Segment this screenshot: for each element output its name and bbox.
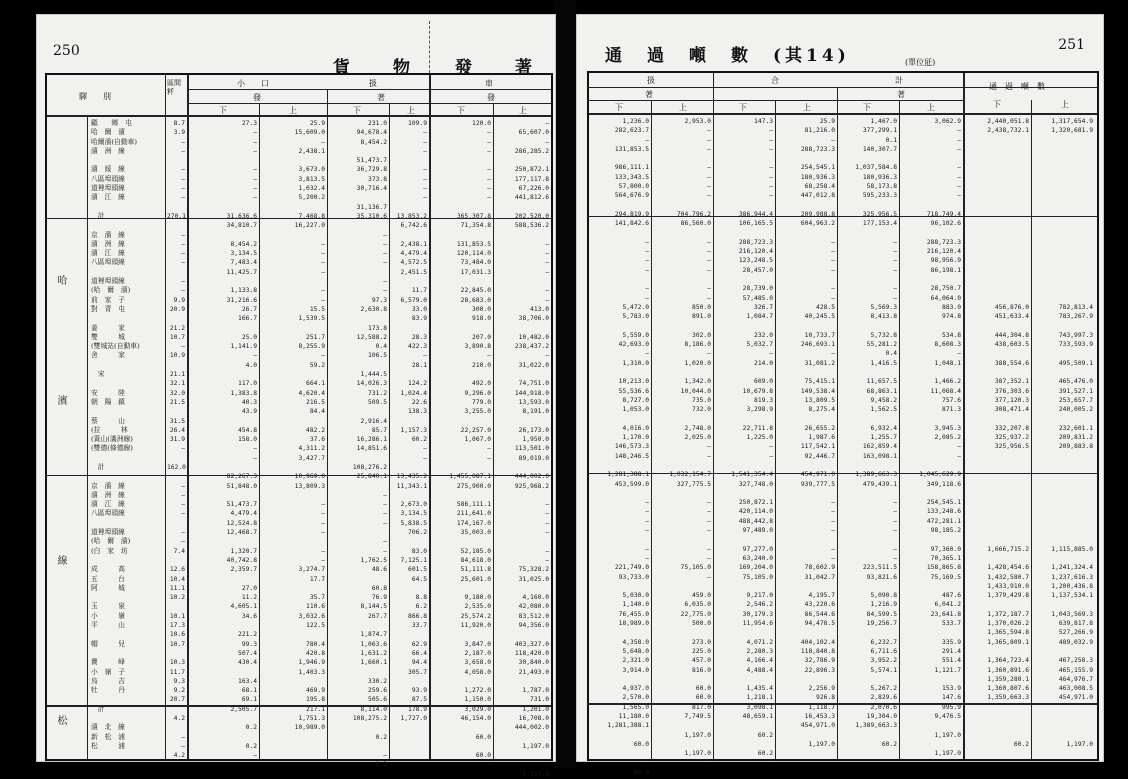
header-up-3: 上 bbox=[519, 106, 527, 115]
header-down-r2: 下 bbox=[739, 103, 747, 112]
right-col-1: 1,236.0 282,623.7 — 131,853.5 986,111.1 133,343.5 57,800.0 564,676.9 294,819.9 141,842.6 — — — — — — 5,472.0 5,783.0 5,559.0 42,693.0 — 1,310.0 10,213.0 55,536.6 8,727.0 1,053.0 4,016.0 1,170.0 146,573.3 148,246.5 1,281,388.1 453,599.0 — — — — — — 221,749.0 93,733.0 5,030.0 1,140.0 76,455.0 18,989.0 4,358.0 5,648.0 2,321.0 3,914.0 4,937.0 2,570.0 1,565.0 11,180.0 1,281,388.1 60.0 — 60.0 bbox=[607, 118, 649, 776]
header-small-lot: 小 口 bbox=[237, 79, 269, 88]
unit-label: (單位瓩) bbox=[905, 58, 936, 67]
right-page bbox=[576, 14, 1104, 776]
total-down: 120.0 — — — — — — — 365,307.8 71,354.8 131,853.5 120,114.0 73,484.0 17,031.3 22,845.0 28,683.0 300.0 918.0 207.0 3,890.8 — 210.0 492.0 9,296.0 779.0 3,255.0 22,257.0 1,067.0 — — 1,455,087.1 275,900.0 586,111.1 211,641.0 174,167.0 35,003.0 52,185.0 84,618.0 51,111.8 25,601.0 9,180.0 2,535.0 25,574.2 11,920.0 3,847.0 2,187.0 3,658.0 4,058.0 1,272.0 1,150.0 3,029.0 46,154.0 60.0 60.0 — bbox=[449, 120, 491, 769]
section-label-3: 線 bbox=[55, 555, 66, 587]
page-number-left: 250 bbox=[53, 43, 80, 59]
header-total-right: 計 bbox=[895, 76, 903, 85]
page-number-right: 251 bbox=[1058, 37, 1085, 53]
title-char-1: 貨 bbox=[333, 58, 351, 78]
through-down: 2,440,051.8 2,438,732.1 456,876.0 451,633.4 444,304.8 438,603.5 388,554.6 387,352.1 376,303.6 377,120.3 308,471.4 332,207.8 325,937.2 325,956.5 1,666,715.2 1,428,454.6 1,432,580.7 1,433,910.0 1,379,429.8 1,372,187.7 1,370,026.2 1,365,594.8 1,365,809.1 1,364,723.4 1,360,891.6 1,359,280.1 1,360,807.6 1,359,663.3 60.2 bbox=[987, 118, 1029, 748]
header-down-r4: 下 bbox=[993, 100, 1001, 109]
title-char-3: 發 bbox=[455, 58, 473, 78]
page-title-right: 通 過 噸 數 (其14) bbox=[605, 46, 850, 66]
header-up-2: 上 bbox=[407, 106, 415, 115]
title-divider bbox=[429, 21, 430, 73]
total-up: — 65,607.0 — 286,285.2 250,872.1 177,117.8 67,226.0 441,812.6 202,520.0 588,536.2 — — — — — — 413.0 38,706.0 10,482.0 238,437.2 — 31,022.0 74,751.0 144,918.0 13,593.0 8,191.0 26,173.0 1,950.0 113,501.0 89,019.0 444,002.0 925,968.2 — — — — — — 75,328.2 31,025.0 4,160.0 42,080.0 83,512.0 94,356.0 403,327.0 118,420.0 30,840.0 21,493.0 1,787.0 731.0 1,201.0 16,708.0 444,002.0 1,197.0 — 1,197.0 bbox=[514, 120, 549, 778]
header-total: 車 bbox=[485, 79, 493, 88]
header-through: 通 過 噸 數 bbox=[989, 82, 1045, 91]
right-col-5: 1,467.0 377,299.1 0.1 140,307.7 1,037,584.8 180,936.3 58,173.8 595,233.3 325,956.5 177,153.4 — — — — — — 5,569.3 8,413.8 5,732.8 55,281.2 0.4 1,416.5 11,657.5 68,863.1 9,458.2 1,562.5 6,932.4 1,255.7 162,859.4 163,098.1 1,389,663.3 479,439.1 — — — — — — 223,511.5 93,821.6 5,090.8 1,216.9 84,599.5 19,256.7 6,232.7 6,711.6 3,952.2 5,574.1 5,267.2 2,829.6 2,070.6 19,304.0 1,389,663.3 60.2 bbox=[855, 118, 897, 748]
right-col-2: 2,953.0 — — — — — — — 704,796.2 86,560.0 — — — — — — 850.0 891.0 302.0 8,186.0 — 1,020.0 1,342.0 10,044.0 735.0 732.0 2,748.0 2,025.0 — — 1,032,154.7 327,775.5 — — — — — — 75,105.0 — 459.0 6,035.0 22,775.0 500.0 273.0 225.0 457.0 816.0 60.0 60.0 817.0 7,749.5 1,197.0 1,197.0 — bbox=[669, 118, 711, 767]
row-labels: 顧 鄉 屯 哈 爾 濱 哈爾濱(自動車) 濱 洲 線 濱 綏 線 八區埠頭線 道裡埠頭線 濱 江 線 計 京 濱 線 濱 洲 線 濱 江 線 八區埠頭線 道裡埠頭線 (哈 爾 濱) 前 家 子 對 青 屯 姜 家 雙 城 (雙城站(自動車) 舍 家 宋 安 陸 朝 陽 鎮 蔡 山 (拉 林 (黃山(滿洲線) (雙德(條德線) 計 京 濱 線 濱 洲 線 濱 江 線 八區埠頭線 道裡埠頭線 (哈 爾 濱) (白 家 坊 成 高 五 台 阿 城 玉 泉 小 嶺 平 山 帽 兒 寶 峰 小 嶺 子 烏 吉 牡 丹 計 濱 北 線 新 松 浦 松 浦 bbox=[91, 119, 140, 750]
header-interval: 區間粁 bbox=[167, 79, 181, 96]
header-arrival: 著 bbox=[377, 93, 385, 102]
right-col-4: 25.9 81,216.0 — 288,723.3 254,545.1 180,936.3 68,258.4 447,012.8 209,988.8 604,963.2 — — — — — — 428.5 40,245.5 10,733.7 246,693.1 — 31,081.2 75,415.1 149,538.4 13,809.5 8,275.4 26,655.2 1,987.6 117,542.1 92,446.7 454,971.0 939,777.5 — — — — — — 78,602.9 31,042.7 4,195.7 43,220.6 86,544.6 94,478.5 404,102.4 118,840.8 32,786.9 22,896.3 2,256.9 926.8 1,118.7 16,453.3 454,971.0 1,197.0 bbox=[800, 118, 835, 748]
header-dispatch: 發 bbox=[253, 93, 261, 102]
header-down-r3: 下 bbox=[863, 103, 871, 112]
freight-table-left bbox=[45, 73, 553, 778]
title-char-2: 物 bbox=[393, 58, 411, 78]
header-combined: 合 bbox=[771, 76, 779, 85]
header-down-3: 下 bbox=[457, 106, 465, 115]
small-lot-up: 25.9 15,609.0 — 2,438.1 3,673.0 3,813.5 1,032.4 5,200.2 7,468.8 16,227.0 — — — — — — 15.5 1,539.5 251.7 8,255.9 — 59.2 664.1 4,620.4 216.5 84.4 482.2 37.6 4,311.2 3,427.7 10,969.0 13,809.3 — — — — — — 3,274.7 17.7 35.7 110.6 3,032.6 122.5 780.4 420.8 1,946.9 1,403.3 469.9 195.8 217.1 1,751.3 10,989.0 bbox=[294, 120, 325, 732]
book-gutter bbox=[554, 0, 576, 768]
right-col-3: 147.3 — — — — — — — 386,944.4 106,165.5 288,723.3 216,120.4 123,248.5 28,457.0 28,739.0 57,485.0 326.7 1,084.7 232.0 5,032.7 — 214.0 609.0 10,679.8 819.3 3,298.9 22,711.8 1,225.0 — — 1,541,354.4 327,748.0 250,872.1 420,114.0 488,442.8 97,489.0 97,277.0 63,240.0 169,204.0 75,105.0 9,217.0 2,546.2 30,179.3 11,954.6 4,071.2 2,280.3 4,166.4 4,488.4 1,435.4 1,218.1 3,098.1 48,659.1 60.2 60.2 — bbox=[731, 118, 773, 767]
header-arrival-right-1: 著 bbox=[645, 90, 653, 99]
section-label-2: 濱 bbox=[55, 395, 66, 427]
header-up-r2: 上 bbox=[803, 103, 811, 112]
title-char-4: 著 bbox=[515, 58, 533, 78]
header-up-r4: 上 bbox=[1061, 100, 1069, 109]
header-dispatch-2: 發 bbox=[487, 93, 495, 102]
through-up: 1,317,654.9 1,320,681.9 782,813.4 783,267.9 743,997.3 733,593.9 495,509.1 465,476.0 391,527.1 253,657.7 240,005.2 232,601.1 209,831.2 209,883.8 1,115,885.0 1,241,324.4 1,237,616.3 1,200,436.8 1,137,534.1 1,043,569.3 639,817.8 527,266.9 489,032.9 467,258.3 465,155.9 464,976.7 463,008.5 454,971.0 1,197.0 bbox=[1051, 118, 1093, 748]
freight-table-right bbox=[587, 71, 1099, 776]
right-col-6: 3,062.9 — — — — — — — 718,749.4 96,102.6 288,723.3 216,120.4 98,956.9 86,198.1 28,750.7 64,064.0 883.0 974.8 534.8 8,608.3 — 1,048.1 1,466.2 11,068.4 757.6 871.3 3,945.3 2,085.2 — — 1,045,629.9 349,118.6 254,545.1 133,248.6 472,281.1 98,185.2 97,360.0 70,365.1 158,865.8 75,169.5 487.6 6,041.2 23,641.8 533.7 335.9 291.4 551.4 1,121.7 153.9 147.6 995.9 9,476.5 1,197.0 1,197.0 bbox=[919, 118, 961, 758]
header-up-r1: 上 bbox=[679, 103, 687, 112]
car-lot-down: 231.0 94,678.4 8,454.2 51,473.7 36,729.8 373.8 30,716.4 31,136.7 35,310.6 — — — — — — 97.3 2,630.8 173.8 12,588.2 0.4 106.5 1,444.5 14,026.3 731.2 509.5 2,916.4 85.7 16,286.1 14,851.6 108,276.2 25,840.1 — — — — — — 1,762.5 48.6 60.8 76.9 8,144.5 267.7 1,874.7 1,063.6 1,631.2 1,660.1 330.2 259.6 505.6 8,114.0 108,275.2 0.2 — 0.2 bbox=[352, 120, 387, 769]
left-page bbox=[36, 14, 556, 778]
interval-values: 8.7 3.9 — — — — — — 270.1 — — — — — — 9.9 20.9 21.2 10.7 — 10.9 21.1 32.1 32.0 21.5 31.5 26.4 31.9 — 162.0 — — — — — — 7.4 12.6 10.4 11.1 10.2 10.1 17.3 10.6 10.7 10.3 11.7 9.3 9.2 20.7 4.2 — — 4.2 bbox=[167, 120, 186, 760]
header-down-r1: 下 bbox=[615, 103, 623, 112]
header-handling: 扱 bbox=[369, 79, 377, 88]
header-up-1: 上 bbox=[289, 106, 297, 115]
header-down-2: 下 bbox=[353, 106, 361, 115]
header-up-r3: 上 bbox=[927, 103, 935, 112]
section-label-4: 松 bbox=[55, 715, 66, 747]
header-handling-right: 扱 bbox=[647, 76, 655, 85]
header-arrival-right-2: 著 bbox=[897, 90, 905, 99]
section-label-1: 哈 bbox=[55, 275, 66, 307]
header-station: 驛 別 bbox=[79, 92, 111, 101]
small-lot-down: 27.3 — — — — — — — 31,636.6 34,810.7 8,454.2 3,134.5 7,483.4 11,425.7 1,133.8 31,216.6 26.7 166.7 25.0 1,141.9 — 4.0 117.0 1,383.8 40.3 43.9 454.8 158.0 — — 82,267.3 51,848.0 51,473.7 4,479.4 12,524.8 12,468.7 1,320.7 40,742.8 2,359.7 27.0 11.2 4,605.1 34.6 221.2 99.3 507.4 430.4 163.4 68.1 69.1 2,505.7 0.2 0.2 — bbox=[226, 120, 257, 760]
car-lot-up: 109.9 — — — — — — — 13,853.2 6,742.6 2,438.1 4,479.4 4,572.5 2,451.5 11.7 6,579.0 33.0 83.9 28.3 422.3 — 28.1 124.2 1,024.4 22.6 138.3 1,157.3 60.2 — — 13,435.2 11,343.1 2,673.0 3,134.5 5,838.5 706.2 83.0 7,125.1 601.5 64.5 8.8 6.2 866.8 33.7 62.9 66.4 94.4 305.7 93.9 87.5 178.9 1,727.0 bbox=[396, 120, 427, 722]
header-down-1: 下 bbox=[219, 106, 227, 115]
